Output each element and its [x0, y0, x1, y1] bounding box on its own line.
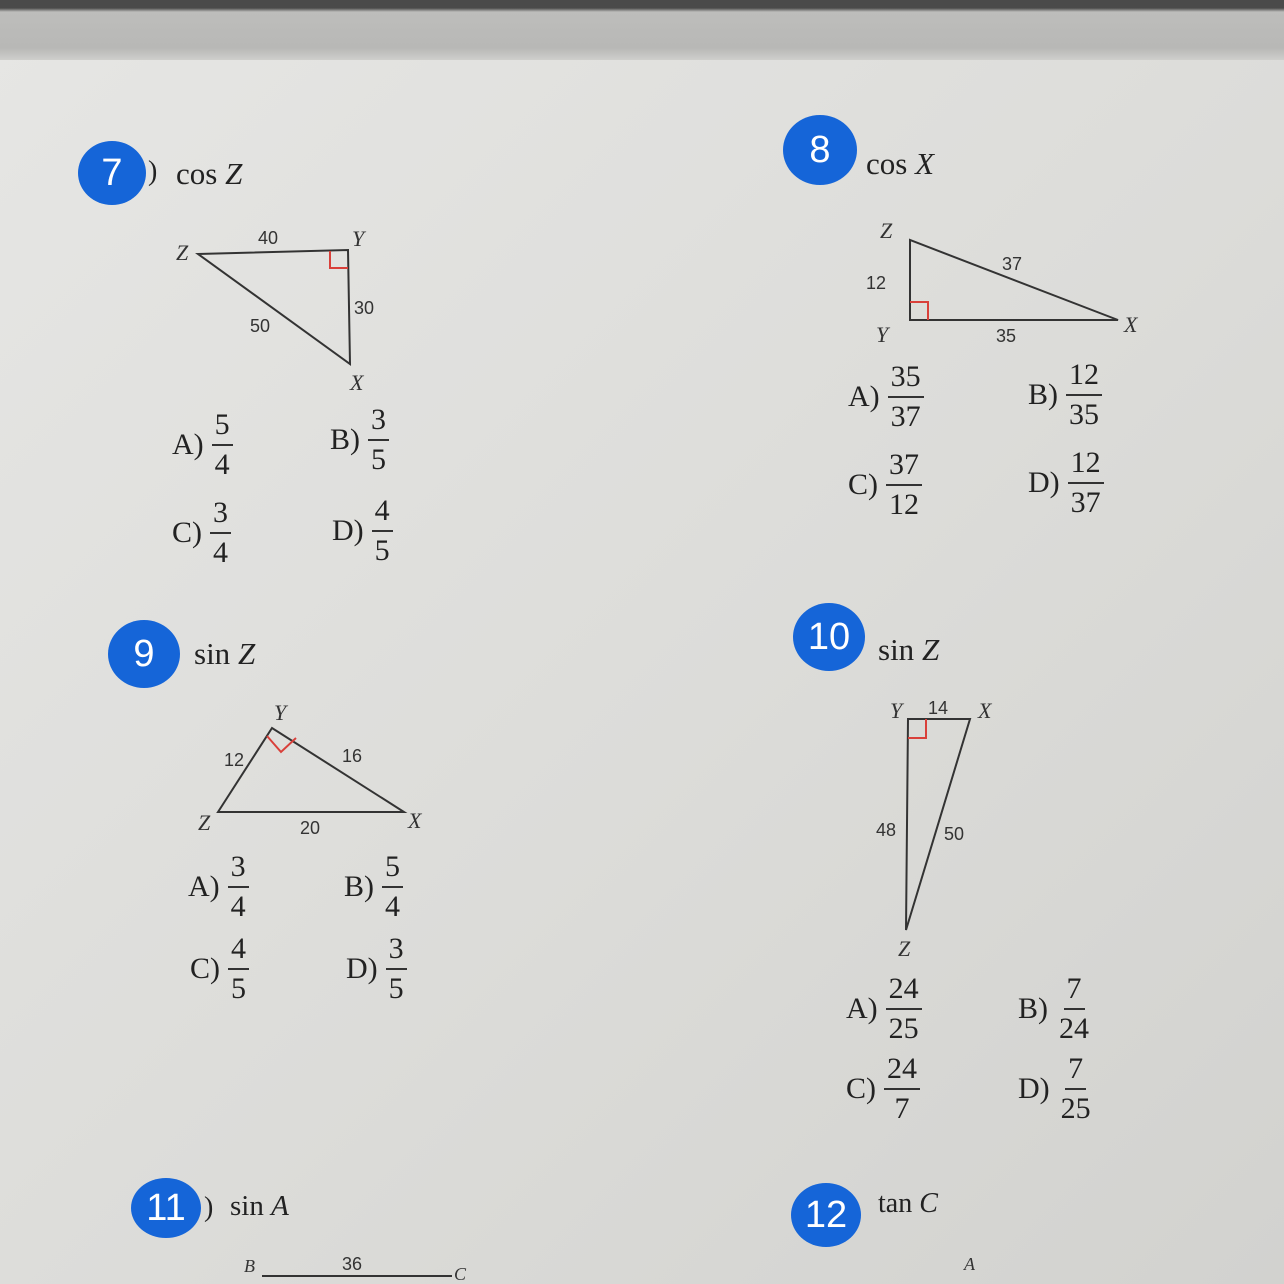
problem-number-badge: 9	[108, 620, 180, 688]
angle-variable: Z	[225, 156, 243, 191]
denominator: 5	[371, 443, 386, 476]
denominator: 25	[1060, 1092, 1091, 1125]
problem-number-badge: 12	[791, 1183, 861, 1247]
option-fraction	[210, 498, 231, 568]
problem-number-badge: 8	[783, 115, 857, 185]
trig-function: cos	[176, 156, 218, 191]
vertex-label: Z	[880, 218, 893, 243]
option-letter: D)	[1018, 1072, 1050, 1105]
numerator: 4	[372, 496, 393, 532]
option-fraction	[386, 934, 407, 1004]
denominator: 5	[231, 972, 246, 1005]
vertex-label: X	[408, 808, 422, 833]
side-label: 35	[996, 326, 1017, 346]
vertex-label: Y	[890, 698, 903, 723]
numerator: 5	[212, 410, 233, 446]
right-angle-mark-9	[267, 736, 296, 752]
side-label: 16	[342, 746, 363, 766]
denominator: 7	[894, 1092, 910, 1125]
option-fraction	[228, 934, 249, 1004]
answer-option-d[interactable]	[1028, 448, 1104, 518]
denominator: 12	[889, 488, 919, 521]
triangle-8	[910, 240, 1118, 320]
option-letter: A)	[848, 380, 880, 413]
numerator: 35	[888, 362, 924, 398]
numerator: 24	[886, 974, 922, 1010]
answer-option-a[interactable]	[172, 410, 233, 480]
angle-variable: Z	[921, 632, 940, 667]
option-fraction	[886, 450, 922, 520]
option-letter: D)	[332, 514, 364, 547]
denominator: 4	[385, 890, 400, 923]
angle-variable: X	[915, 146, 935, 181]
side-label: 50	[944, 824, 965, 844]
problem-number-badge: 10	[793, 603, 865, 671]
option-letter: A)	[172, 428, 204, 461]
option-fraction	[212, 410, 233, 480]
answer-option-a[interactable]	[188, 852, 249, 922]
vertex-label: Z	[176, 240, 189, 265]
vertex-label: Y	[274, 700, 287, 725]
vertex-label: X	[350, 370, 364, 395]
answer-option-d[interactable]	[332, 496, 393, 566]
triangle-7	[198, 250, 350, 364]
numerator: 3	[368, 405, 389, 441]
numerator: 3	[386, 934, 407, 970]
vertex-label: Y	[876, 322, 889, 347]
answer-option-a[interactable]	[848, 362, 924, 432]
answer-option-a[interactable]	[846, 974, 922, 1044]
side-label: 50	[250, 316, 271, 336]
answer-option-d[interactable]	[346, 934, 407, 1004]
trig-function: sin	[230, 1190, 264, 1222]
angle-variable: A	[271, 1190, 289, 1222]
right-angle-mark-8	[910, 302, 928, 320]
vertex-label: C	[454, 1264, 467, 1284]
numerator: 7	[1065, 1054, 1086, 1090]
side-label: 30	[354, 298, 375, 318]
vertex-label: Z	[198, 810, 211, 835]
numerator: 12	[1066, 360, 1102, 396]
option-fraction	[382, 852, 403, 922]
right-angle-mark-10	[908, 719, 926, 738]
vertex-label: X	[978, 698, 992, 723]
side-label: 12	[866, 273, 887, 293]
side-label: 36	[342, 1254, 363, 1274]
option-letter: D)	[346, 952, 378, 985]
option-letter: B)	[330, 423, 360, 456]
option-fraction	[1068, 448, 1104, 518]
option-fraction	[372, 496, 393, 566]
denominator: 37	[890, 400, 921, 433]
numerator: 12	[1068, 448, 1104, 484]
answer-option-c[interactable]	[190, 934, 249, 1004]
vertex-label: B	[244, 1256, 255, 1276]
option-fraction	[1056, 974, 1092, 1044]
option-fraction	[888, 362, 924, 432]
answer-option-c[interactable]	[172, 498, 231, 568]
denominator: 35	[1069, 398, 1099, 431]
problem-number-badge: 11	[131, 1178, 201, 1238]
denominator: 4	[214, 448, 230, 481]
side-label: 12	[224, 750, 245, 770]
option-fraction	[886, 974, 922, 1044]
answer-option-b[interactable]	[1018, 974, 1092, 1044]
option-letter: C)	[190, 952, 220, 985]
option-fraction	[1058, 1054, 1094, 1124]
angle-variable: Z	[237, 636, 256, 671]
answer-option-c[interactable]	[848, 450, 922, 520]
paren: )	[148, 156, 158, 187]
option-letter: C)	[172, 516, 202, 549]
trig-function: sin	[878, 632, 915, 667]
paren: )	[204, 1192, 214, 1223]
denominator: 25	[888, 1012, 919, 1045]
denominator: 4	[230, 890, 246, 923]
answer-option-d[interactable]	[1018, 1054, 1094, 1124]
side-label: 20	[300, 818, 321, 838]
numerator: 7	[1064, 974, 1085, 1010]
option-letter: B)	[1028, 378, 1058, 411]
trig-function: tan	[878, 1188, 913, 1219]
vertex-label: X	[1124, 312, 1138, 337]
denominator: 4	[213, 536, 228, 569]
vertex-label: A	[964, 1254, 975, 1274]
trig-function: cos	[866, 146, 908, 181]
option-letter: A)	[188, 870, 220, 903]
denominator: 5	[388, 972, 404, 1005]
denominator: 5	[374, 534, 390, 567]
numerator: 3	[228, 852, 249, 888]
side-label: 48	[876, 820, 897, 840]
option-fraction	[884, 1054, 920, 1124]
numerator: 3	[210, 498, 231, 534]
option-letter: B)	[1018, 992, 1048, 1025]
option-fraction	[1066, 360, 1102, 430]
answer-option-b[interactable]	[344, 852, 403, 922]
side-label: 14	[928, 698, 949, 718]
denominator: 24	[1059, 1012, 1089, 1045]
option-fraction	[228, 852, 249, 922]
side-label: 40	[258, 228, 279, 248]
vertex-label: Z	[898, 936, 911, 961]
right-angle-mark-7	[330, 251, 348, 268]
option-letter: B)	[344, 870, 374, 903]
option-fraction	[368, 405, 389, 475]
numerator: 5	[382, 852, 403, 888]
option-letter: C)	[846, 1072, 876, 1105]
denominator: 37	[1070, 486, 1101, 519]
numerator: 37	[886, 450, 922, 486]
side-label: 37	[1002, 254, 1023, 274]
option-letter: C)	[848, 468, 878, 501]
numerator: 4	[228, 934, 249, 970]
problem-number-badge: 7	[78, 141, 146, 205]
vertex-label: Y	[352, 226, 365, 251]
trig-function: sin	[194, 636, 231, 671]
triangle-9	[218, 728, 404, 812]
answer-option-b[interactable]	[330, 405, 389, 475]
option-letter: A)	[846, 992, 878, 1025]
option-letter: D)	[1028, 466, 1060, 499]
answer-option-c[interactable]	[846, 1054, 920, 1124]
numerator: 24	[884, 1054, 920, 1090]
angle-variable: C	[919, 1188, 938, 1219]
answer-option-b[interactable]	[1028, 360, 1102, 430]
